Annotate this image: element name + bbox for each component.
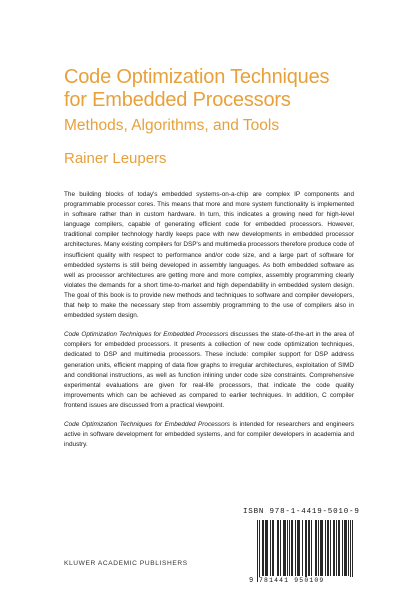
barcode-bar (334, 520, 335, 576)
barcode-bar (352, 520, 353, 582)
barcode-bar (263, 520, 264, 576)
barcode-bar (277, 520, 278, 576)
barcode-image (257, 520, 353, 582)
barcode-bar (257, 520, 258, 582)
barcode-bar (350, 520, 351, 582)
book-title-reference: Code Optimization Techniques for Embedded Processors (64, 420, 231, 428)
barcode-bar (299, 520, 300, 576)
barcode-bar (302, 520, 303, 576)
barcode-bar (259, 520, 260, 582)
barcode-bar (284, 520, 285, 576)
barcode-bar (348, 520, 349, 576)
barcode-bar (272, 520, 273, 576)
title-line-1: Code Optimization Techniques (64, 66, 330, 88)
barcode-bar (344, 520, 345, 576)
barcode-bar (278, 520, 279, 576)
barcode-bar (336, 520, 337, 576)
barcode-bar (305, 520, 306, 582)
barcode-bar (267, 520, 268, 576)
description-paragraph-1: The building blocks of today's embedded systems-on-a-chip are complex IP components and programmable processor cores. This means that more and more system functionality is implemented in software rather than in custom hardware. In turn, this indicates a growing need for high-level language compilers, capable of generating efficient code for embedded processors. However, traditional compiler technology hardly keeps pace with new developments in embedded processor architectures. Many existing compilers for DSP's and multimedia processors therefore produce code of insufficient quality with respect to performance and/or code size, and a large part of software for embedded systems is still being developed in assembly languages. As both embedded software as well as processor architectures are getting more and more complex, assembly programming clearly violates the demands for a short time-to-market and high dependability in embedded system design. The goal of this book is to provide new methods and techniques to software and compiler developers, that help to make the necessary step from assembly programming to the use of compilers also in embedded system design. (64, 191, 354, 320)
paragraph-2-text: discusses the state-of-the-art in the area of compilers for embedded processors. It presents a collection of new code optimization techniques, dedicated to DSP and multimedia processors. These include: compiler support for DSP address generation units, efficient mapping of data flow graphs to irregular architectures, exploitation of SIMD and conditional instructions, as well as function inlining under code size constraints. Comprehensive experimental evaluations are given for real-life processors, that indicate the code quality improvements which can be achieved as compared to earlier techniques. In addition, C compiler frontend issues are discussed from a practical viewpoint. (64, 331, 354, 409)
description-paragraph-3 (64, 420, 354, 450)
book-subtitle: Methods, Algorithms, and Tools (64, 117, 280, 134)
barcode-bar (325, 520, 326, 576)
barcode-bar (328, 520, 329, 576)
author-name: Rainer Leupers (64, 150, 167, 167)
barcode-bar (270, 520, 271, 576)
barcode-bar (295, 520, 296, 576)
barcode-bar (265, 520, 266, 576)
barcode-bar (309, 520, 310, 576)
barcode-bar (292, 520, 293, 576)
paragraph-3-text: is intended for researchers and engineers active in software development for embedded systems, and for compiler developers in academia and industry. (64, 420, 354, 449)
barcode-bar (262, 520, 263, 576)
barcode-bar (339, 520, 340, 576)
description-paragraph-2 (64, 330, 354, 411)
barcode-bar (320, 520, 321, 576)
barcode-bar (338, 520, 339, 576)
barcode-bar (318, 520, 319, 576)
barcode-bar (330, 520, 331, 576)
barcode-bar (316, 520, 317, 576)
barcode-bar (289, 520, 290, 576)
barcode-bar (345, 520, 346, 576)
barcode-bar (315, 520, 316, 576)
barcode-bar (285, 520, 286, 576)
barcode-bar (283, 520, 284, 576)
barcode-bar (342, 520, 343, 576)
barcode-bar (291, 520, 292, 576)
isbn-number: ISBN 978-1-4419-5010-9 (243, 508, 360, 516)
barcode-bar (311, 520, 312, 576)
barcode-bar (346, 520, 347, 576)
description-text (64, 190, 354, 459)
barcode-bar (298, 520, 299, 576)
publisher-name: KLUWER ACADEMIC PUBLISHERS (64, 560, 188, 567)
barcode-bar (287, 520, 288, 576)
barcode-bar (297, 520, 298, 576)
barcode-bar (273, 520, 274, 576)
barcode-bar (266, 520, 267, 576)
book-title-reference: Code Optimization Techniques for Embedded Processors (64, 331, 229, 339)
barcode-bar (280, 520, 281, 576)
barcode-bar (333, 520, 334, 576)
barcode-digits: 781441 950109 (259, 577, 353, 584)
barcode-bar (306, 520, 307, 582)
barcode-bar (321, 520, 322, 576)
barcode-bar (327, 520, 328, 576)
barcode-bar (322, 520, 323, 576)
book-title (64, 66, 384, 112)
barcode-prefix-digit: 9 (249, 577, 254, 585)
title-line-2: for Embedded Processors (64, 89, 291, 111)
barcode-bar (308, 520, 309, 576)
